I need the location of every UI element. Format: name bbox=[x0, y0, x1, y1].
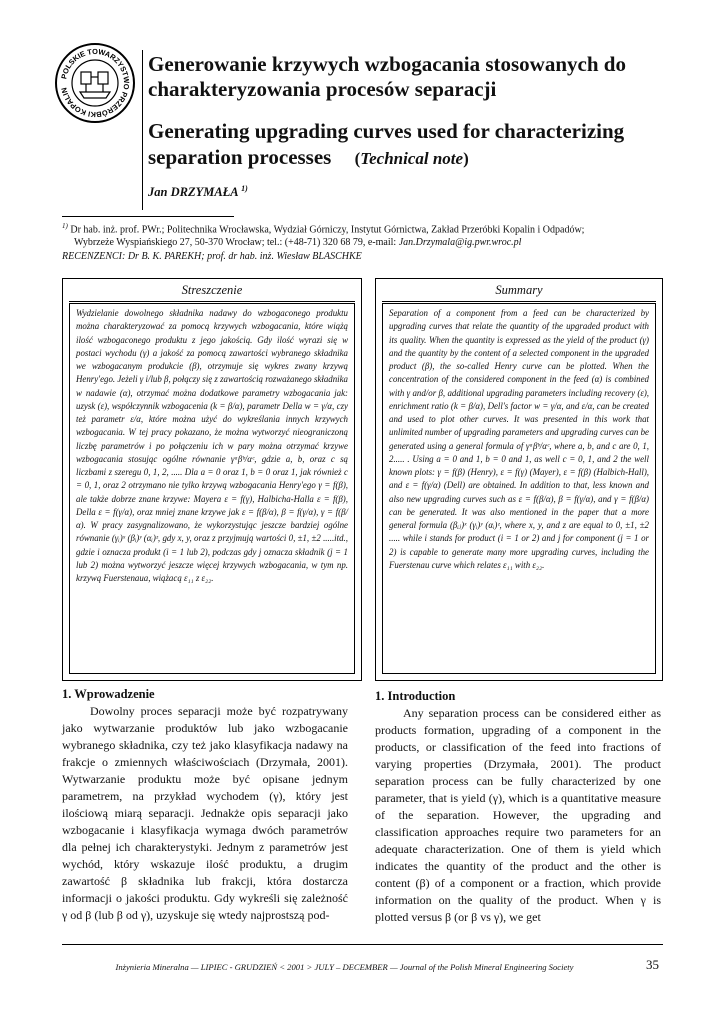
title-english-text: Generating upgrading curves used for characterizing separation processes bbox=[148, 119, 625, 169]
intro-polish-text: Dowolny proces separacji może być rozpatrywany jako wytwarzanie produktów lub jako wzbogacanie wybranego składnika, czy też jako klasyfikacja nadawy na frakcje o zmiennych właściwościach (Drzymała, 2001). Wytwarzanie produktu może być opisane jednym parametrem, na przykład wychodem (γ), który jest ilościową miarą separacji. Jednakże opis separacji jako wzbogacanie i klasyfikacja wymaga dwóch parametrów dla pełnej ich charakterystyki. Jednym z parametrów jest wychód, który wskazuje ilość produktu, a drugim zawartość β składnika lub frakcji, która dostarcza informacji o jakości produktu. Gdy wykreśli się zależność γ od β (lub β od γ), uzyskuje się wtedy najprostszą pod- bbox=[62, 704, 348, 922]
intro-english-heading: 1. Introduction bbox=[375, 689, 456, 703]
abstract-english-box bbox=[375, 278, 663, 681]
footnote-line-1: Dr hab. inż. prof. PWr.; Politechnika Wrocławska, Wydział Górniczy, Instytut Górnictwa, Zakład Przeróbki Kopalin i Odpadów; bbox=[70, 224, 585, 236]
footnote-email: Jan.Drzymala@ig.pwr.wroc.pl bbox=[398, 236, 522, 248]
society-seal-logo bbox=[54, 42, 136, 124]
author-mark: 1) bbox=[241, 184, 248, 193]
abstract-english-rule bbox=[382, 301, 656, 302]
abstract-english-text: Separation of a component from a feed can be characterized by upgrading curves that relate the quantity of the upgraded product with its quality. When the quantity is expressed as the yield of the product (γ) and the quantity by the content of a selected component in the upgraded product (β), the so-called Henry curve can be plotted. When the concentration of the considered component in the feed (α) is combined with γ and/or β, additional upgrading parameters including recovery (ε), enrichment ratio (k = β/α), Dell's factor w = γ/α, and ε/α, can be created and used to plot other curves. It was presented in this work that unlimited number of upgrading parameters and upgrading curves can be generated using a general formula of γᵃβᵇ/αᶜ, where a, b, and c are 0, 1, 2..... . Using a = 0 and 1, b = 0 and 1, as well c = 0, 1, and 2 the well known plots: γ = f(β) (Henry), ε = f(γ) (Mayer), ε = f(β) (Halbich-Hall), and ε = f(γ/α) (Dell) are obtained. In addition to that, less known and also new upgrading curves such as ε = f(β/α), β = f(γ/α), and γ = f(β/α) can be generated. It was also mentioned in the paper that a more general formula (βᵢⱼ)ˣ (γᵢ)ʸ (αᵢ)ᶻ, where x, y, and z are equal to 0, ±1, ±2 ..... while i stands for product (i = 1 or 2) and j for component (j = 1 or 2) is capable to generate many more upgrading curves, including the Fuerstenau curve which relates ε₁₁ with ε₂₂. bbox=[389, 308, 649, 570]
abstract-polish-frame bbox=[69, 303, 355, 674]
intro-english-text: Any separation process can be considered either as products formation, upgrading of a component in the products, or classification of the feed into fractions of varying properties (Drzymała, 2001). The product separation process can be fully characterized by one parameter, that is yield (γ), which is a quantitative measure of the separation. However, the upgrading and classification approaches require two parameters for an adequate characterization. One of them is yield which indicates the quantity of the product and the other is content (β) of a component or a fraction, which provide information on the quality of the product. When γ is plotted versus β (or β vs γ), we get bbox=[375, 706, 661, 924]
seal-ring-text: POLSKIE TOWARZYSTWO PRZERÓBKI KOPALIN bbox=[59, 46, 132, 120]
title-polish: Generowanie krzywych wzbogacania stosowanych do charakteryzowania procesów separacji bbox=[148, 52, 626, 101]
intro-polish-heading: 1. Wprowadzenie bbox=[62, 687, 155, 701]
header-divider bbox=[142, 50, 143, 210]
abstract-english-frame bbox=[382, 303, 656, 674]
footnote-mark: 1) bbox=[62, 222, 68, 230]
abstract-polish-text: Wydzielanie dowolnego składnika nadawy do wzbogaconego produktu można charakteryzować za pomocą krzywych wzbogacania, które wiążą ilość wzbogaconego produktu z jego jakością. Gdy ilość wyrazi się w postaci wychodu (γ) a jakość za pomocą zawartości wybranego składnika we wzbogacanym produkcie (β), otrzymuje się wykres zwany krzywą Henry'ego. Jeżeli γ i/lub β, połączy się z zawartością rozważanego składnika w nadawie (α), otrzymać można dodatkowe parametry wzbogacania jak: uzysk (ε), współczynnik wzbogacenia (k = β/α), parametr Della w = γ/α, czy też parametr ε/α, które można użyć do wykreślania innych krzywych wzbogacania. W tej pracy pokazano, że można wytworzyć nieograniczoną liczbę parametrów i po połączeniu ich w pary można otrzymać krzywe wzbogacania stosując ogólne równanie γᵃβᵇ/αᶜ, gdzie a, b, oraz c są liczbami z szeregu 0, 1, 2, ..... Dla a = 0 oraz 1, b = 0 oraz 1, jak również c = 0, 1, oraz 2 otrzymano nie tylko krzywą wzbogacania Henry'ego γ = f(β), ale także dobrze znane krzywe: Mayera ε = f(γ), Halbicha-Halla ε = f(β), Della ε = f(γ/α), oraz mniej znane krzywe jak ε = f(β/α), β = f(γ/α), γ = f(β/α). W pracy zasygnalizowano, że wykorzystując jeszcze bardziej ogólne równanie (γᵢ)ˣ (βᵢ)ʸ (αᵢ)ᶻ, gdy x, y, oraz z przyjmują wartości 0, ±1, ±2 .....itd., gdzie i oznacza produkt (i = 1 lub 2), podczas gdy j oznacza składnik (j = 1 lub 2) można wytworzyć jeszcze więcej krzywych wzbogacania, w tym np. krzywą Fuerstenaua, wiążacą ε₁₁ z ε₂₂. bbox=[76, 308, 348, 583]
intro-polish bbox=[62, 687, 348, 924]
abstract-polish-box bbox=[62, 278, 362, 681]
abstract-polish-rule bbox=[69, 301, 355, 302]
abstract-polish-heading: Streszczenie bbox=[181, 283, 243, 297]
intro-english bbox=[375, 689, 661, 926]
page-number: 35 bbox=[646, 957, 659, 972]
society-seal-icon bbox=[54, 42, 136, 124]
title-english bbox=[148, 118, 688, 172]
journal-footer: Inżynieria Mineralna — LIPIEC - GRUDZIEŃ < 2001 > JULY – DECEMBER — Journal of the Polish Mineral Engineering Society bbox=[115, 962, 574, 972]
footnote-rule bbox=[62, 216, 234, 217]
author-name: Jan DRZYMAŁA bbox=[148, 185, 238, 200]
reviewers: RECENZENCI: Dr B. K. PAREKH; prof. dr hab. inż. Wiesław BLASCHKE bbox=[62, 251, 362, 262]
affiliation-footnote bbox=[62, 220, 662, 249]
footer-rule bbox=[62, 944, 663, 945]
abstract-english-heading: Summary bbox=[495, 283, 543, 297]
author bbox=[148, 184, 248, 200]
title-note: (Technical note) bbox=[354, 149, 469, 168]
footnote-line-2: Wybrzeże Wyspiańskiego 27, 50-370 Wrocław; tel.: (+48-71) 320 68 79, e-mail: bbox=[74, 236, 399, 248]
